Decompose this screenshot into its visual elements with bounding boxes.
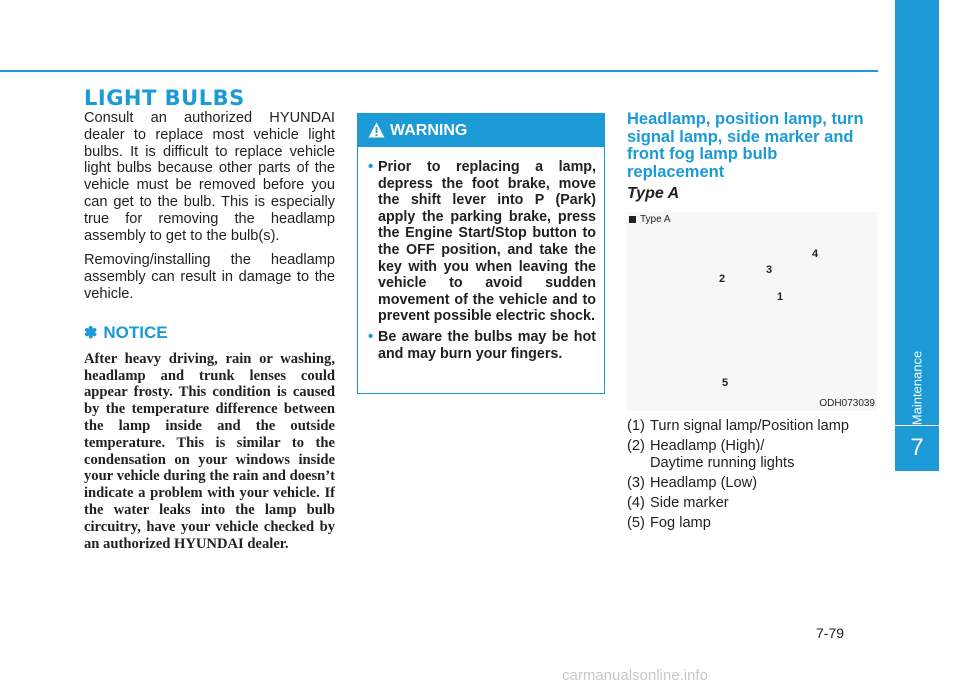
watermark: carmanualsonline.info bbox=[562, 667, 708, 684]
callout-3: 3 bbox=[766, 264, 773, 276]
warning-title: WARNING bbox=[390, 121, 468, 139]
callout-5: 5 bbox=[722, 377, 729, 389]
callout-2: 2 bbox=[719, 273, 726, 285]
part-label: Headlamp (High)/ bbox=[650, 438, 765, 454]
caption-square-icon bbox=[629, 216, 636, 223]
warning-triangle-icon bbox=[368, 122, 385, 138]
notice-body: After heavy driving, rain or washing, headlamp and trunk lenses could appear frosty. This condition is caused by the temperature difference between the lamp inside and the outside temperature. This is similar to the condensation on your windows inside your vehicle during the rain and doesn’t indicate a problem with your vehicle. If the water leaks into the lamp bulb circuitry, have your vehicle checked by an authorized HYUNDAI dealer. bbox=[84, 350, 335, 552]
warning-item-text: Be aware the bulbs may be hot and may burn your fingers. bbox=[378, 328, 596, 362]
intro-column bbox=[84, 110, 335, 560]
bullet-icon: • bbox=[368, 158, 374, 175]
page-number: 7-79 bbox=[816, 625, 845, 641]
part-label: Side marker bbox=[650, 495, 729, 511]
part-number: (1) bbox=[627, 418, 645, 434]
warning-header bbox=[358, 114, 604, 147]
list-item bbox=[627, 418, 849, 435]
figure-caption-text: Type A bbox=[640, 214, 671, 225]
warning-item-text: Prior to replacing a lamp, depress the foot brake, move the shift lever into P (Park) apply the parking brake, press the Engine Start/Stop button to the OFF position, and take the key with you when leaving the vehicle to avoid sudden movement of the vehicle and to prevent possible electric shock. bbox=[378, 159, 596, 325]
intro-paragraph-2: Removing/installing the headlamp assembly can result in damage to the vehicle. bbox=[84, 252, 335, 302]
warning-list bbox=[358, 147, 604, 362]
section-title: LIGHT BULBS bbox=[84, 86, 245, 110]
callout-1: 1 bbox=[777, 291, 784, 303]
part-number: (4) bbox=[627, 495, 645, 511]
chapter-number: 7 bbox=[910, 434, 924, 461]
list-item bbox=[627, 495, 849, 512]
type-label: Type A bbox=[627, 185, 680, 202]
part-number: (2) bbox=[627, 438, 645, 454]
part-label-line-2: Daytime running lights bbox=[650, 455, 795, 471]
list-item bbox=[627, 515, 849, 532]
parts-list bbox=[627, 418, 849, 535]
notice-title: NOTICE bbox=[103, 322, 168, 342]
notice-heading bbox=[84, 323, 335, 343]
top-rule bbox=[0, 70, 878, 72]
figure-code: ODH073039 bbox=[819, 398, 875, 409]
chapter-side-tab bbox=[895, 0, 939, 471]
warning-item bbox=[368, 159, 596, 325]
warning-item bbox=[368, 329, 596, 362]
part-label: Fog lamp bbox=[650, 515, 711, 531]
figure-caption bbox=[629, 214, 671, 225]
headlamp-section-heading: Headlamp, position lamp, turn signal lamp, side marker and front fog lamp bulb replacement bbox=[627, 110, 864, 181]
bullet-icon: • bbox=[368, 327, 374, 345]
part-number: (3) bbox=[627, 475, 645, 491]
part-label: Turn signal lamp/Position lamp bbox=[650, 418, 849, 434]
intro-paragraph-1: Consult an authorized HYUNDAI dealer to replace most vehicle light bulbs. It is difficult to replace vehicle light bulbs because other parts of the vehicle must be removed before you can get to the bulb. This is especially true for removing the headlamp assembly to get to the bulb(s). bbox=[84, 110, 335, 244]
side-tab-label: Maintenance bbox=[909, 350, 925, 426]
list-item bbox=[627, 438, 849, 472]
warning-box bbox=[357, 113, 605, 394]
notice-star-icon: ✽ bbox=[84, 324, 98, 342]
part-number: (5) bbox=[627, 515, 645, 531]
list-item bbox=[627, 475, 849, 492]
tab-divider bbox=[895, 425, 939, 426]
part-label: Headlamp (Low) bbox=[650, 475, 758, 491]
callout-4: 4 bbox=[812, 248, 819, 260]
headlamp-figure bbox=[627, 212, 877, 411]
